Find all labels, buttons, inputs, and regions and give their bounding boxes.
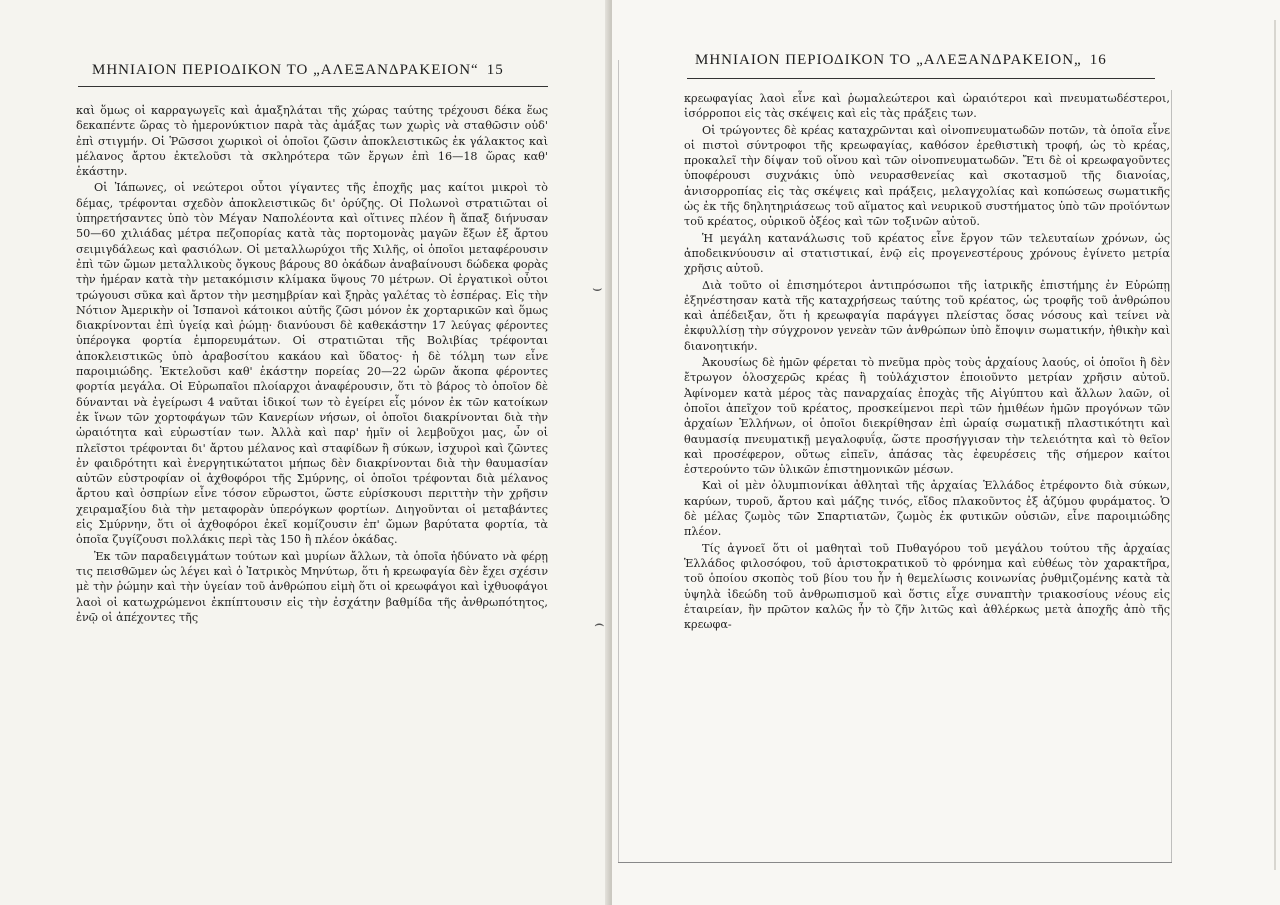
right-page-number: 16 (1089, 52, 1107, 68)
left-page-title: ΜΗΝΙΑΙΟΝ ΠΕΡΙΟΔΙΚΟΝ ΤΟ „ΑΛΕΞΑΝΔΡΑΚΕΙΟΝ“ (92, 62, 479, 78)
right-paragraph: Διὰ τοῦτο οἱ ἐπισημότεροι ἀντιπρόσωποι τῆς ἰατρικῆς ἐπιστήμης ἐν Εὐρώπῃ ἐξηνέστησαν κατὰ τῆς καταχρήσεως ταύτης τοῦ κρέατος, ὡς τροφῆς τοῦ ἀνθρώπου καὶ ἀπέδειξαν, ὅτι ἡ κρεωφαγία παράγγει πλείστας ὅσας νόσους καὶ τείνει νὰ ἐκφυλλίσῃ τὴν σύγχρονον γενεὰν τῶν ἀνθρώπων ὑπὸ ἔποψιν σωματικήν, ἠθικὴν καὶ διανοητικήν. (684, 278, 1170, 353)
scan-page-edge (1274, 20, 1276, 870)
scan-frame-left (618, 60, 619, 862)
right-header-rule (687, 78, 1155, 79)
right-paragraph: Τίς ἀγνοεῖ ὅτι οἱ μαθηταὶ τοῦ Πυθαγόρου τοῦ μεγάλου τούτου τῆς ἀρχαίας Ἑλλάδος φιλοσόφου, τοῦ ἀριστοκρατικοῦ τὸ φρόνημα καὶ εὐθέως τὸν χαρακτῆρα, τοῦ ὁποίου σκοπὸς τοῦ βίου του ἦν ἡ θεμελίωσις κοινωνίας ῥυθμιζομένης κατὰ τὰ ὑψηλὰ ἰδεώδη τοῦ ἀνθρωπισμοῦ καὶ ὅστις εἶχε συναπτὴν τριακοσίους νέους εἰς ἑταιρείαν, ἣν πρῶτον καλῶς ἦν τὸ ζῆν λιτῶς καὶ ἀθλέρκως μετὰ ἀποχῆς ἀπὸ τῆς κρεωφα- (684, 541, 1170, 632)
right-paragraph: Καὶ οἱ μὲν ὀλυμπιονίκαι ἀθληταὶ τῆς ἀρχαίας Ἑλλάδος ἐτρέφοντο διὰ σύκων, καρύων, τυροῦ, ἄρτου καὶ μάζης τινός, εἴδος πλακοῦντος ἐξ ἀζύμου φυράματος. Ὁ δὲ μέλας ζωμὸς τῶν Σπαρτιατῶν, ζωμὸς ἐκ φυτικῶν οὐσιῶν, εἶνε παροιμιώδης πλέον. (684, 479, 1170, 539)
right-page-header (695, 52, 1107, 69)
right-paragraph: Ἡ μεγάλη κατανάλωσις τοῦ κρέατος εἶνε ἔργον τῶν τελευταίων χρόνων, ὡς ἀποδεικνύουσιν αἱ στατιστικαί, ἐνῷ εἰς προγενεστέρους χρόνους ἐγίνετο μετρία χρῆσις αὐτοῦ. (684, 231, 1170, 276)
right-page-body (684, 91, 1170, 632)
binding-mark-lower: ⌢ (594, 614, 605, 633)
left-page-header (92, 62, 504, 79)
left-page-body (76, 103, 548, 625)
right-page-title: ΜΗΝΙΑΙΟΝ ΠΕΡΙΟΔΙΚΟΝ ΤΟ „ΑΛΕΞΑΝΔΡΑΚΕΙΟΝ„ (695, 52, 1082, 68)
right-page (612, 0, 1280, 905)
left-paragraph: Ἐκ τῶν παραδειγμάτων τούτων καὶ μυρίων ἄλλων, τὰ ὁποῖα ἠδύνατο νὰ φέρῃ τις πεισθῶμεν ὡς λέγει καὶ ὁ Ἰατρικὸς Μηνύτωρ, ὅτι ἡ κρεωφαγία δὲν ἔχει σχέσιν μὲ τὴν ῥώμην καὶ τὴν ὑγείαν τοῦ ἀνθρώπου εἰμὴ ὅτι οἱ κρεωφάγοι καὶ ἰχθυοφάγοι λαοὶ οἱ κατωχρώμενοι ἐκπίπτουσιν εἰς τὴν ἐσχάτην βαθμίδα τῆς ἀνθρωπότητος, ἐνῷ οἱ ἀπέχοντες τῆς (76, 549, 548, 624)
left-header-rule (78, 86, 548, 87)
left-paragraph: καὶ ὅμως οἱ καρραγωγεῖς καὶ ἁμαξηλάται τῆς χώρας ταύτης τρέχουσι δέκα ἕως δεκαπέντε ὥρας τὸ ἡμερονύκτιον παρὰ τὰς ἁμάξας των χωρὶς νὰ σταθῶσιν οὐδ' ἐπὶ στιγμήν. Οἱ Ῥῶσσοι χωρικοὶ οἱ ὁποῖοι ζῶσιν ἀποκλειστικῶς ἐκ γάλακτος καὶ μέλανος ἄρτου ἐκτελοῦσι τὰ σκληρότερα τῶν ἔργων ἐπὶ 16—18 ὥρας καθ' ἑκάστην. (76, 104, 548, 179)
right-paragraph: κρεωφαγίας λαοὶ εἶνε καὶ ῥωμαλεώτεροι καὶ ὡραιότεροι καὶ πνευματωδέστεροι, ἰσόρροποι εἰς τὰς σκέψεις καὶ εἰς τὰς πράξεις των. (684, 92, 1170, 121)
binding-mark-upper: ⌣ (592, 278, 603, 297)
left-paragraph: Οἱ Ἰάπωνες, οἱ νεώτεροι οὗτοι γίγαντες τῆς ἐποχῆς μας καίτοι μικροὶ τὸ δέμας, τρέφονται σχεδὸν ἀποκλειστικῶς δι' ὀρύζης. Οἱ Πολωνοὶ στρατιῶται οἱ ὑπηρετήσαντες ὑπὸ τὸν Μέγαν Ναπολέοντα καὶ οἵτινες πλέον ἢ ἅπαξ διήνυσαν 50—60 χιλιάδας μέτρα πεζοπορίας κατὰ τὰς πορτομονὰς μαγῶν ἔξων ἐξ ἄρτου σειμιγδάλεως καὶ φασιόλων. Οἱ μεταλλωρύχοι τῆς Χιλῆς, οἱ ὁποῖοι μεταφέρουσιν ἐπὶ τῶν ὤμων μεταλλικοὺς ὄγκους βάρους 80 ὀκάδων ἀναβαίνουσι δώδεκα φορὰς τὴν ἡμέραν κατὰ τὴν μετακόμισιν κλίμακα ὕψους 70 μέτρων. Οἱ ἐργατικοὶ οὗτοι τρώγουσι σῦκα καὶ ἄρτον τὴν μεσημβρίαν καὶ ξηρὰς γαλέτας τὸ ἑσπέρας. Εἰς τὴν Νότιον Ἀμερικὴν οἱ Ἱσπανοὶ κάτοικοι αὐτῆς ζῶσι μόνον ἐκ χορταρικῶν καὶ ὅμως διακρίνονται ἐπὶ ὑγείᾳ καὶ ῥώμῃ· διανύουσι δὲ καθεκάστην 17 λεύγας φέροντες ὑπέρογκα φορτία ἐμπορευμάτων. Οἱ στρατιῶται τῆς Βολιβίας τρέφονται ἀποκλειστικῶς ὑπὸ ἀραβοσίτου κακάου καὶ ὕδατος· ἡ δὲ τόλμη των εἶνε παροιμιώδης. Ἐκτελοῦσι καθ' ἑκάστην πορείας 20—22 ὡρῶν ἄκοπα φέροντες φορτία μεγάλα. Οἱ Εὐρωπαῖοι πλοίαρχοι ἀναφέρουσιν, ὅτι τὸ βάρος τὸ ὁποῖον δὲ δύνανται νὰ ἐγείρωσι 4 ναῦται ἰδικοί των τὸ ἐγείρει εἷς μόνον ἐκ τῶν κατοίκων ἐκ ἴνων τῶν χορτοφάγων τῶν Κανερίων νήσων, οἱ ὁποῖοι διακρίνονται διὰ τὴν ὡραιότητα καὶ εὐρωστίαν των. Ἀλλὰ καὶ παρ' ἡμῖν οἱ λεμβοῦχοι μας, ὧν οἱ πλεῖστοι τρέφονται δι' ἄρτου μέλανος καὶ σταφίδων ἢ σύκων, ἰσχυροὶ καὶ ζῶντες ἐν φαιδρότητι καὶ ἐνεργητικώτατοι μήπως δὲν διακρίνονται διὰ τὴν θαυμασίαν αὐτῶν εὐστροφίαν οἱ ἀχθοφόροι τῆς Σμύρνης, οἱ ὁποῖοι τρέφονται διὰ μέλανος ἄρτου καὶ ὀσπρίων εἶνε τόσον εὔρωστοι, ὥστε εὑρίσκουσι περιττὴν τὴν χρῆσιν χειραμαξίου διὰ τὴν μεταφορὰν ὑπερόγκων φορτίων. Διηγοῦνται οἱ μεταβάντες εἰς Σμύρνην, ὅτι οἱ ἀχθοφόροι ἐκεῖ κομίζουσιν ἐπ' ὤμων βαρύτατα φορτία, τὰ ὁποῖα ζυγίζουσι πολλάκις περὶ τὰς 150 ἢ πλέον ὀκάδας. (76, 181, 548, 547)
right-paragraph: Οἱ τρώγοντες δὲ κρέας καταχρῶνται καὶ οἰνοπνευματωδῶν ποτῶν, τὰ ὁποῖα εἶνε οἱ πιστοὶ σύντροφοι τῆς κρεωφαγίας, καθόσον ἐρεθιστικὴ τροφή, ὡς τὸ κρέας, προκαλεῖ τὴν δίψαν τοῦ οἴνου καὶ τῶν οἰνοπνευματωδῶν. Ἔτι δὲ οἱ κρεωφαγοῦντες ὑποφέρουσι συχνάκις ὑπὸ νευρασθενείας καὶ σκοτασμοῦ τῆς διανοίας, ἀνισορροπίας εἰς τὰς σκέψεις καὶ πράξεις, μελαγχολίας καὶ κοπώσεως σωματικῆς ὡς ἐκ τῆς δηλητηριάσεως τοῦ αἵματος καὶ νευρικοῦ συστήματος ὑπὸ τῶν προϊόντων τοῦ κρέατος, οὐρικοῦ ὀξέος καὶ τῶν τοξινῶν αὐτοῦ. (684, 123, 1170, 229)
right-paragraph: Ἀκουσίως δὲ ἡμῶν φέρεται τὸ πνεῦμα πρὸς τοὺς ἀρχαίους λαούς, οἱ ὁποῖοι ἢ δὲν ἔτρωγον ὁλοσχερῶς κρέας ἢ τοὐλάχιστον ἐποιοῦντο μετρίαν χρῆσιν αὐτοῦ. Ἀφίνομεν κατὰ μέρος τὰς παναρχαίας ἐποχὰς τῆς Αἰγύπτου καὶ ἄλλων λαῶν, οἱ ὁποῖοι ἀπεῖχον τοῦ κρέατος, προσκείμενοι περὶ τῶν ἡμιθέων ἡμῶν προγόνων τῶν ἀρχαίων Ἑλλήνων, οἱ ὁποῖοι διεκρίθησαν ἐπὶ ὡραίᾳ σωματικῇ πλαστικότητι καὶ θαυμασίᾳ πνευματικῇ μεγαλοφυΐᾳ, ὥστε προσήγγισαν τὴν τελειότητα καὶ τὸ θεῖον καὶ προσέφερον, οὕτως εἰπεῖν, ἁπάσας τὰς ἐφευρέσεις τῆς σήμερον καίτοι ἐστερούντο τῶν ὑλικῶν ἐπιστημονικῶν μέσων. (684, 356, 1170, 477)
scan-frame-bottom (618, 862, 1172, 863)
left-page (0, 0, 612, 905)
left-page-number: 15 (486, 62, 504, 78)
scan-frame-right (1171, 90, 1172, 862)
